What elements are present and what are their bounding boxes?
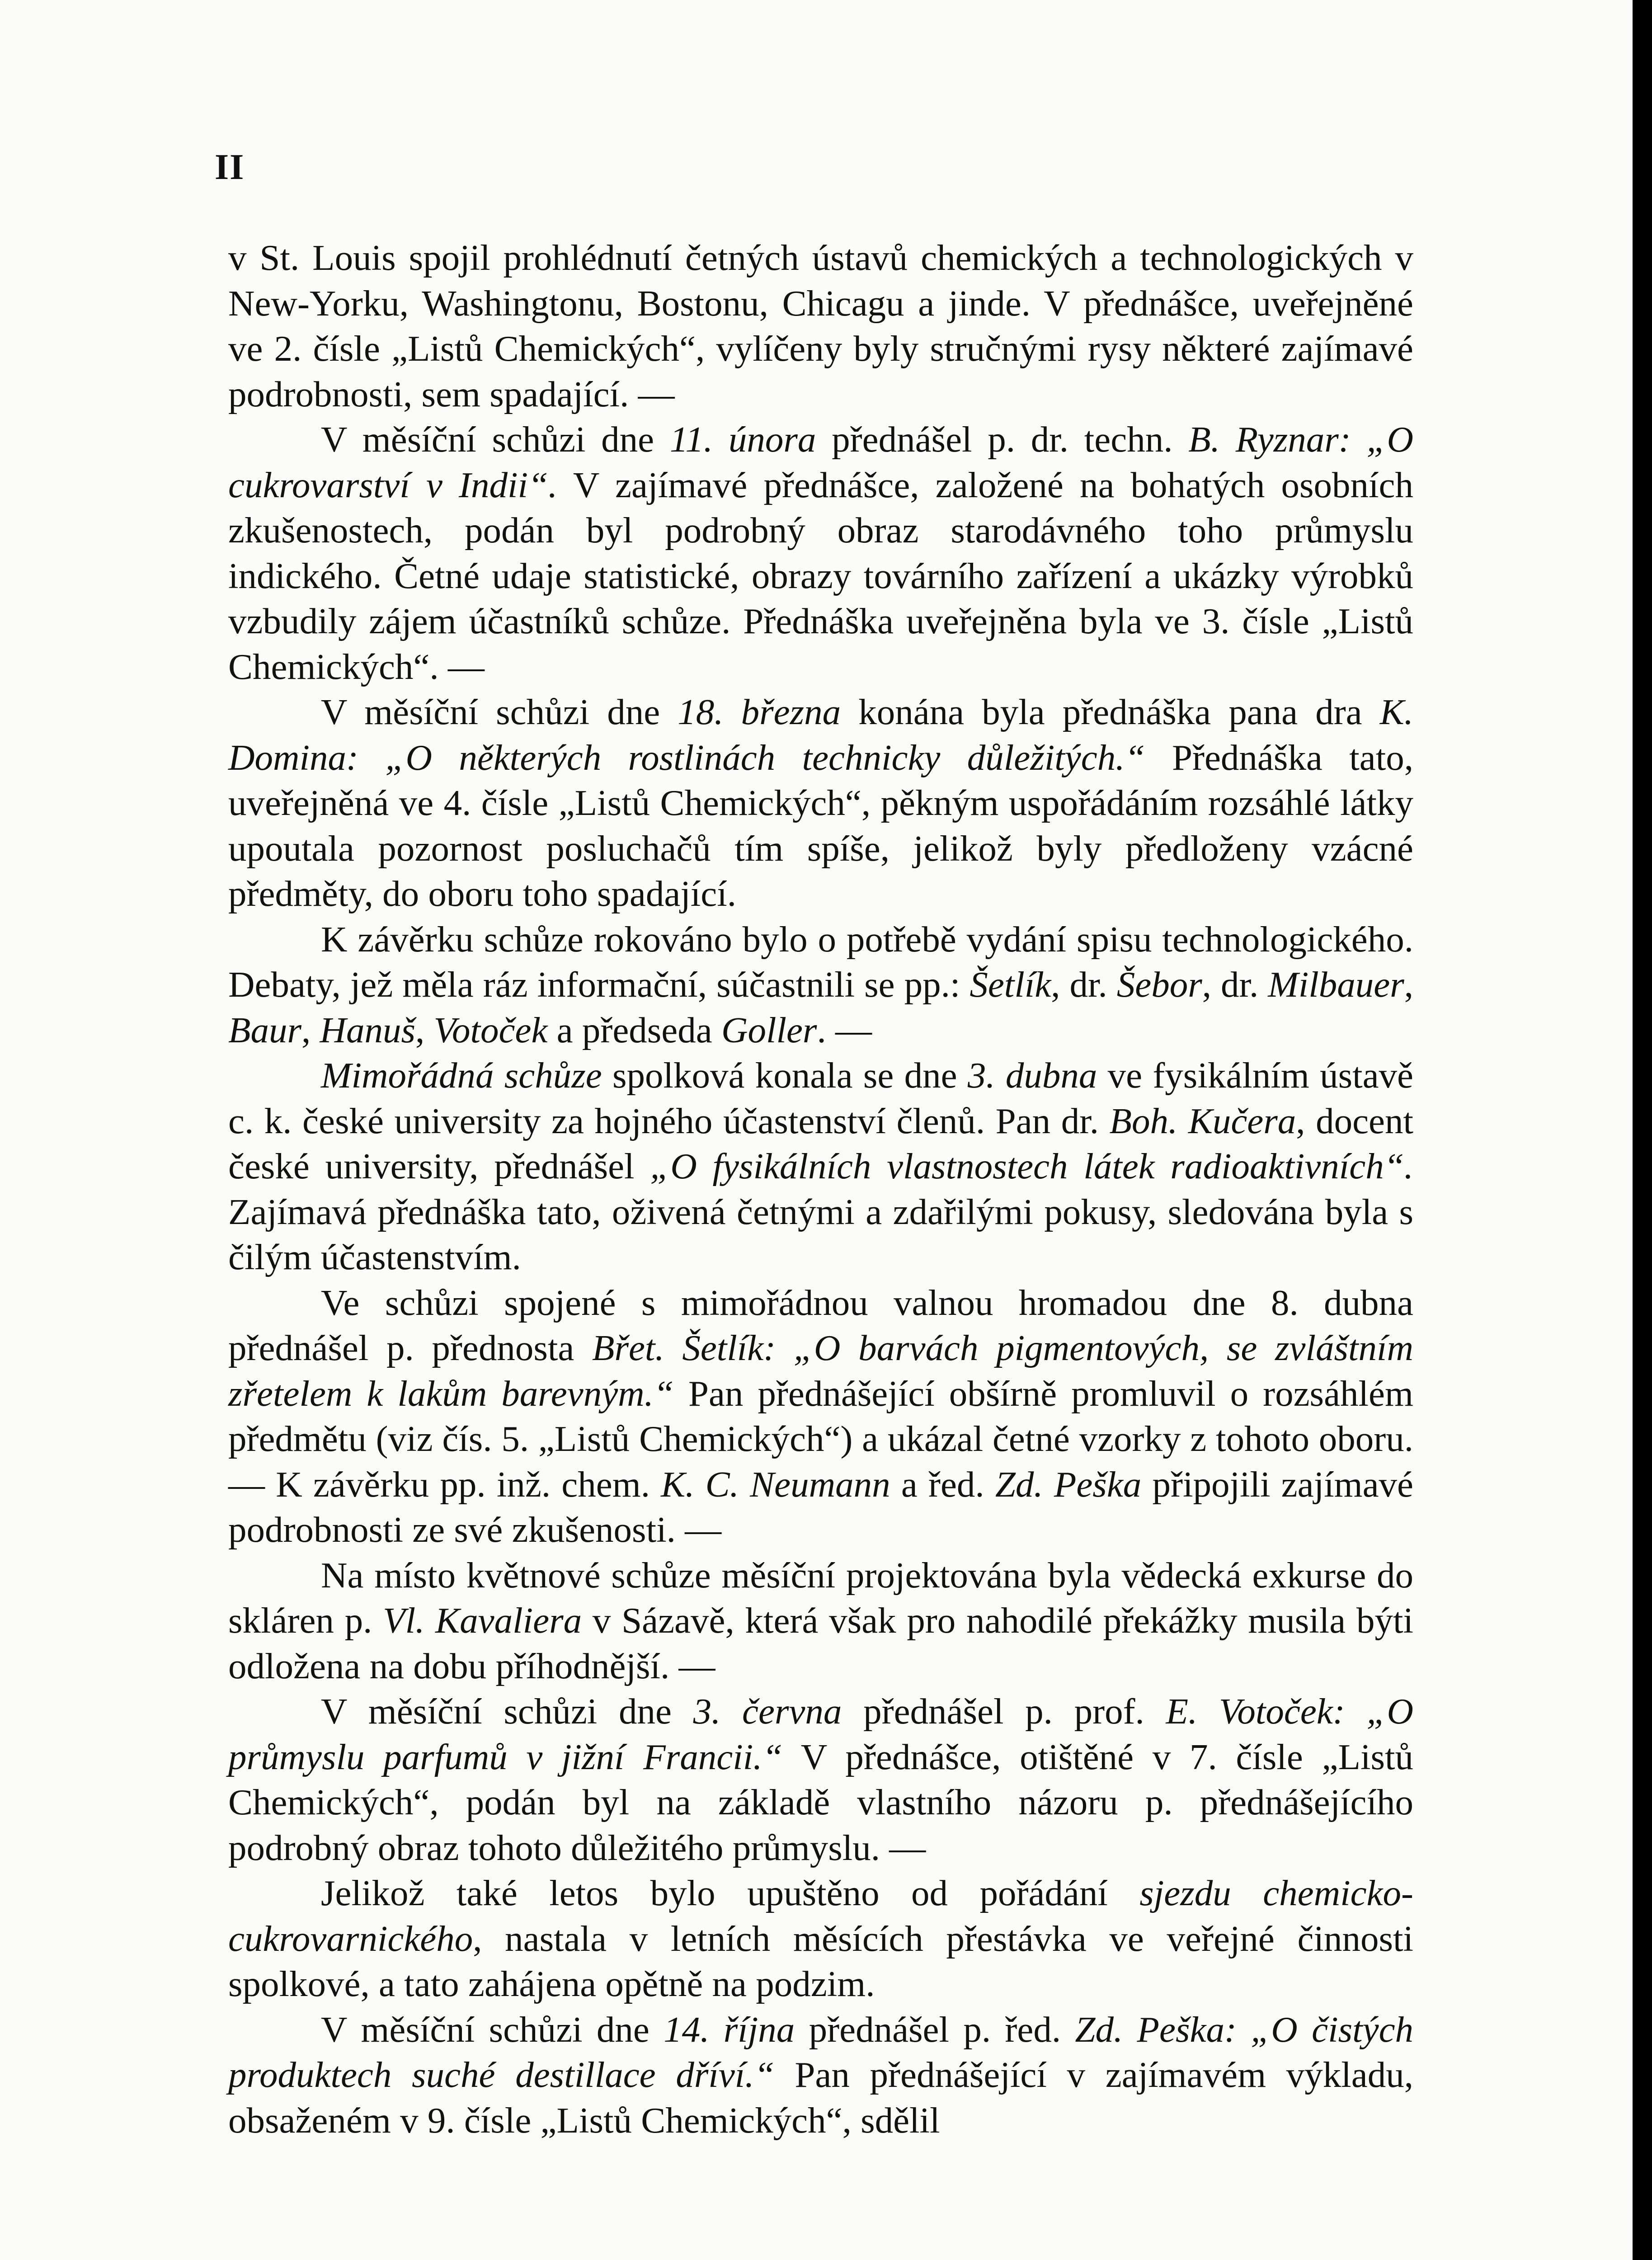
italic-run: Zd. Peška: „O čistých produktech suché destillace dříví.“ bbox=[228, 2009, 1414, 2095]
italic-run: 14. října bbox=[664, 2009, 795, 2050]
paragraph bbox=[228, 417, 1413, 689]
text-run: v St. Louis spojil prohlédnutí četných ústavů chemických a technologických v New-Yorku, Washingtonu, Bostonu, Chicagu a jinde. V přednášce, uveřejněné ve 2. čísle „Listů Chemických“, vylíčeny byly stručnými rysy některé zajímavé podrobnosti, sem spadající. — bbox=[228, 237, 1413, 414]
text-run: K závěrku schůze rokováno bylo o potřebě vydání spisu technologického. Debaty, jež měla ráz informační, súčastnili se pp.: bbox=[228, 918, 1413, 1005]
text-run: , bbox=[415, 1009, 434, 1050]
text-run: přednášel p. řed. bbox=[795, 2009, 1075, 2050]
text-run: V zajímavé přednášce, založené na bohatých osobních zkušenostech, podán byl podrobný obraz starodávného toho průmyslu indického. Četné udaje statistické, obrazy továrního zařízení a ukázky výrobků vzbudily zájem účastníků schůze. Přednáška uveřejněna byla ve 3. čísle „Listů Chemických“. — bbox=[228, 464, 1413, 687]
italic-run: Šebor bbox=[1116, 964, 1202, 1005]
text-run: a předseda bbox=[547, 1009, 721, 1050]
italic-run: K. C. Neumann bbox=[661, 1464, 890, 1505]
italic-run: Zd. Peška bbox=[995, 1464, 1142, 1505]
text-run: V přednášce, otištěné v 7. čísle „Listů Chemických“, podán byl na základě vlastního názoru p. přednášejícího podrobný obraz tohoto důležitého průmyslu. — bbox=[228, 1736, 1413, 1868]
italic-run: Šetlík bbox=[970, 964, 1051, 1005]
italic-run: 3. dubna bbox=[967, 1055, 1097, 1096]
text-run: , nastala v letních měsících přestávka ve veřejné činnosti spolkové, a tato zahájena opětně na podzim. bbox=[228, 1918, 1413, 2004]
italic-run: Břet. Šetlík: „O barvách pigmentových, se zvláštním zřetelem k lakům barevným.“ bbox=[228, 1328, 1413, 1414]
italic-run: Mimořádná schůze bbox=[321, 1055, 602, 1096]
italic-run: Baur bbox=[228, 1009, 301, 1050]
paragraph bbox=[228, 1553, 1413, 1689]
page-number: II bbox=[215, 147, 245, 187]
text-run: ve fysikálním ústavě c. k. české university za hojného účastenství členů. Pan dr. bbox=[228, 1055, 1413, 1141]
text-run: připojili zajímavé podrobnosti ze své zkušenosti. — bbox=[228, 1464, 1413, 1550]
italic-run: 11. února bbox=[669, 419, 816, 460]
text-run: a řed. bbox=[890, 1464, 995, 1505]
text-run: , docent české university, přednášel bbox=[228, 1100, 1413, 1186]
text-run: , bbox=[1404, 964, 1413, 1005]
text-run: . — bbox=[817, 1009, 872, 1050]
text-run: Jelikož také letos bylo upuštěno od pořádání bbox=[321, 1873, 1140, 1913]
text-run: Pan přednášející obšírně promluvil o rozsáhlém předmětu (viz čís. 5. „Listů Chemických“) a ukázal četné vzorky z tohoto oboru. — K závěrku pp. inž. chem. bbox=[228, 1373, 1413, 1505]
paragraph bbox=[228, 235, 1413, 417]
text-run: V měsíční schůzi dne bbox=[321, 692, 678, 732]
italic-run: Goller bbox=[721, 1009, 817, 1050]
text-run: , dr. bbox=[1202, 964, 1268, 1005]
text-run: Ve schůzi spojené s mimořádnou valnou hromadou dne 8. dubna přednášel p. přednosta bbox=[228, 1282, 1413, 1368]
text-run: spolková konala se dne bbox=[602, 1055, 968, 1096]
italic-run: „O fysikálních vlastnostech látek radioaktivních“. bbox=[650, 1146, 1413, 1186]
text-run: přednášel p. dr. techn. bbox=[816, 419, 1189, 460]
text-run: V měsíční schůzi dne bbox=[321, 2009, 664, 2050]
paragraph bbox=[228, 917, 1413, 1053]
paragraph bbox=[228, 689, 1413, 917]
italic-run: B. Ryznar: „O cukrovarství v Indii“. bbox=[228, 419, 1414, 505]
italic-run: 18. března bbox=[678, 692, 841, 732]
text-run: Přednáška tato, uveřejněná ve 4. čísle „Listů Chemických“, pěkným uspořádáním rozsáhlé látky upoutala pozornost posluchačů tím spíše, jelikož byly předloženy vzácné předměty, do oboru toho spadající. bbox=[228, 737, 1414, 914]
italic-run: Hanuš bbox=[320, 1009, 416, 1050]
text-run: přednášel p. prof. bbox=[842, 1691, 1166, 1732]
italic-run: Boh. Kučera bbox=[1109, 1100, 1296, 1141]
italic-run: sjezdu chemicko-cukrovarnického bbox=[228, 1873, 1413, 1959]
paragraph bbox=[228, 1870, 1413, 2007]
italic-run: Votoček bbox=[433, 1009, 548, 1050]
text-run: , dr. bbox=[1051, 964, 1117, 1005]
italic-run: K. Domina: „O některých rostlinách technicky důležitých.“ bbox=[228, 692, 1413, 778]
paragraph bbox=[228, 2007, 1413, 2143]
paragraph bbox=[228, 1280, 1413, 1553]
text-run: Pan přednášející v zajímavém výkladu, obsaženém v 9. čísle „Listů Chemických“, sdělil bbox=[228, 2054, 1413, 2141]
paragraph bbox=[228, 1053, 1413, 1280]
italic-run: 3. června bbox=[693, 1691, 842, 1732]
text-run: Na místo květnové schůze měsíční projektována byla vědecká exkurse do skláren p. bbox=[228, 1554, 1413, 1641]
text-run: konána byla přednáška pana dra bbox=[841, 692, 1380, 732]
text-run: Zajímavá přednáška tato, oživená četnými a zdařilými pokusy, sledována byla s čilým účastenstvím. bbox=[228, 1191, 1413, 1277]
italic-run: E. Votoček: „O průmyslu parfumů v jižní Francii.“ bbox=[228, 1691, 1413, 1777]
text-run: V měsíční schůzi dne bbox=[321, 419, 670, 460]
italic-run: Vl. Kavaliera bbox=[383, 1600, 582, 1641]
paragraph bbox=[228, 1689, 1413, 1870]
text-run: v Sázavě, která však pro nahodilé překážky musila býti odložena na dobu příhodnější. — bbox=[228, 1600, 1414, 1686]
text-run: , bbox=[301, 1009, 320, 1050]
text-run: V měsíční schůzi dne bbox=[321, 1691, 693, 1732]
italic-run: Milbauer bbox=[1268, 964, 1404, 1005]
text-body bbox=[228, 235, 1413, 2143]
